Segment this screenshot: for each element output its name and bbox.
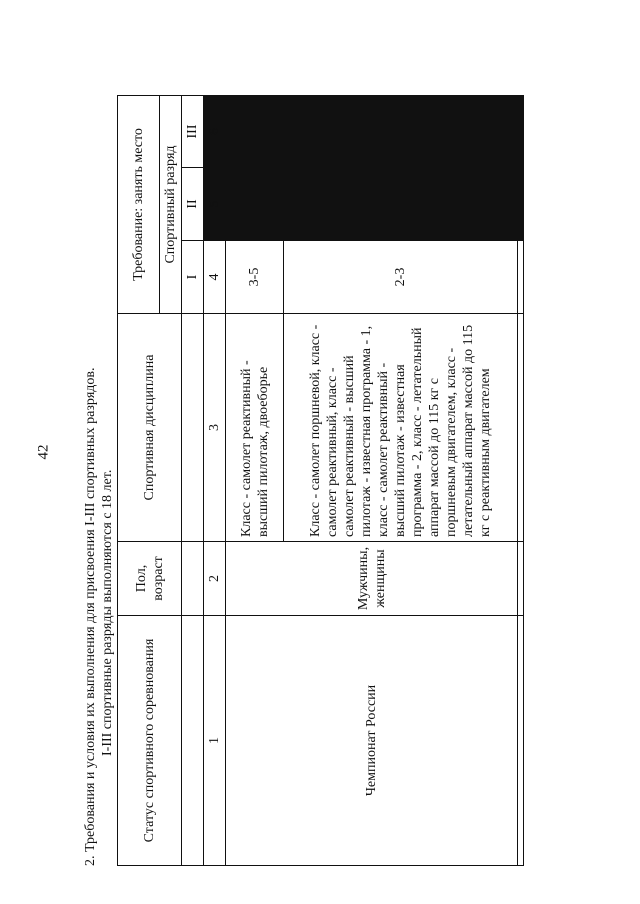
rotated-page-content bbox=[82, 86, 612, 866]
header-rank-blank-3 bbox=[182, 314, 204, 542]
column-number: 1 bbox=[204, 616, 226, 866]
cell-status: Чемпионат России bbox=[226, 616, 518, 866]
header-requirement: Требование: занять место bbox=[118, 95, 160, 313]
header-rank-2: II bbox=[182, 168, 204, 241]
page-number: 42 bbox=[35, 444, 52, 460]
empty-cell bbox=[518, 542, 524, 616]
header-sport-rank: Спортивный разряд bbox=[160, 95, 182, 313]
column-number: 3 bbox=[204, 314, 226, 542]
cell-discipline: Класс - самолет реактивный - высший пилотаж, двоеборье bbox=[226, 314, 284, 542]
empty-cell bbox=[518, 314, 524, 542]
header-rank-blank-2 bbox=[182, 542, 204, 616]
empty-cell bbox=[518, 616, 524, 866]
header-rank-3: III bbox=[182, 95, 204, 167]
redacted-cell bbox=[284, 95, 518, 167]
header-rank-row bbox=[182, 95, 204, 865]
redacted-cell bbox=[226, 168, 284, 241]
column-number: 4 bbox=[204, 241, 226, 314]
cell-place: 2-3 bbox=[284, 241, 518, 314]
redacted-cell bbox=[518, 168, 524, 241]
redacted-cell bbox=[226, 95, 284, 167]
redacted-column-number: 5 bbox=[204, 168, 226, 241]
header-gender-age: Пол, возраст bbox=[118, 542, 182, 616]
redacted-cell bbox=[284, 168, 518, 241]
header-row bbox=[118, 95, 160, 865]
header-rank-1: I bbox=[182, 241, 204, 314]
redacted-cell bbox=[518, 95, 524, 167]
column-number: 2 bbox=[204, 542, 226, 616]
cell-discipline: Класс - самолет поршневой, класс - самолет реактивный, класс - самолет реактивный - высший пилотаж - известная программа - 1, класс - самолет реактивный - высший пилотаж - известная программа - 2, класс - летательный аппарат массой до 115 кг с поршневым двигателем, класс - летательный аппарат массой до 115 кг с реактивным двигателем bbox=[284, 314, 518, 542]
header-rank-blank-1 bbox=[182, 616, 204, 866]
column-number-row bbox=[204, 95, 226, 865]
requirements-table bbox=[117, 95, 524, 866]
section-subheading: I-III спортивные разряды выполняются с 18 лет. bbox=[100, 469, 115, 756]
table-bottom-row bbox=[518, 95, 524, 865]
redacted-column-number: 6 bbox=[204, 95, 226, 167]
cell-place: 3-5 bbox=[226, 241, 284, 314]
section-heading: 2. Требования и условия их выполнения для присвоения I-III спортивных разрядов. bbox=[83, 367, 98, 866]
table-row bbox=[226, 95, 284, 865]
cell-gender-age: Мужчины, женщины bbox=[226, 542, 518, 616]
header-status: Статус спортивного соревнования bbox=[118, 616, 182, 866]
empty-cell bbox=[518, 241, 524, 314]
header-discipline: Спортивная дисциплина bbox=[118, 314, 182, 542]
